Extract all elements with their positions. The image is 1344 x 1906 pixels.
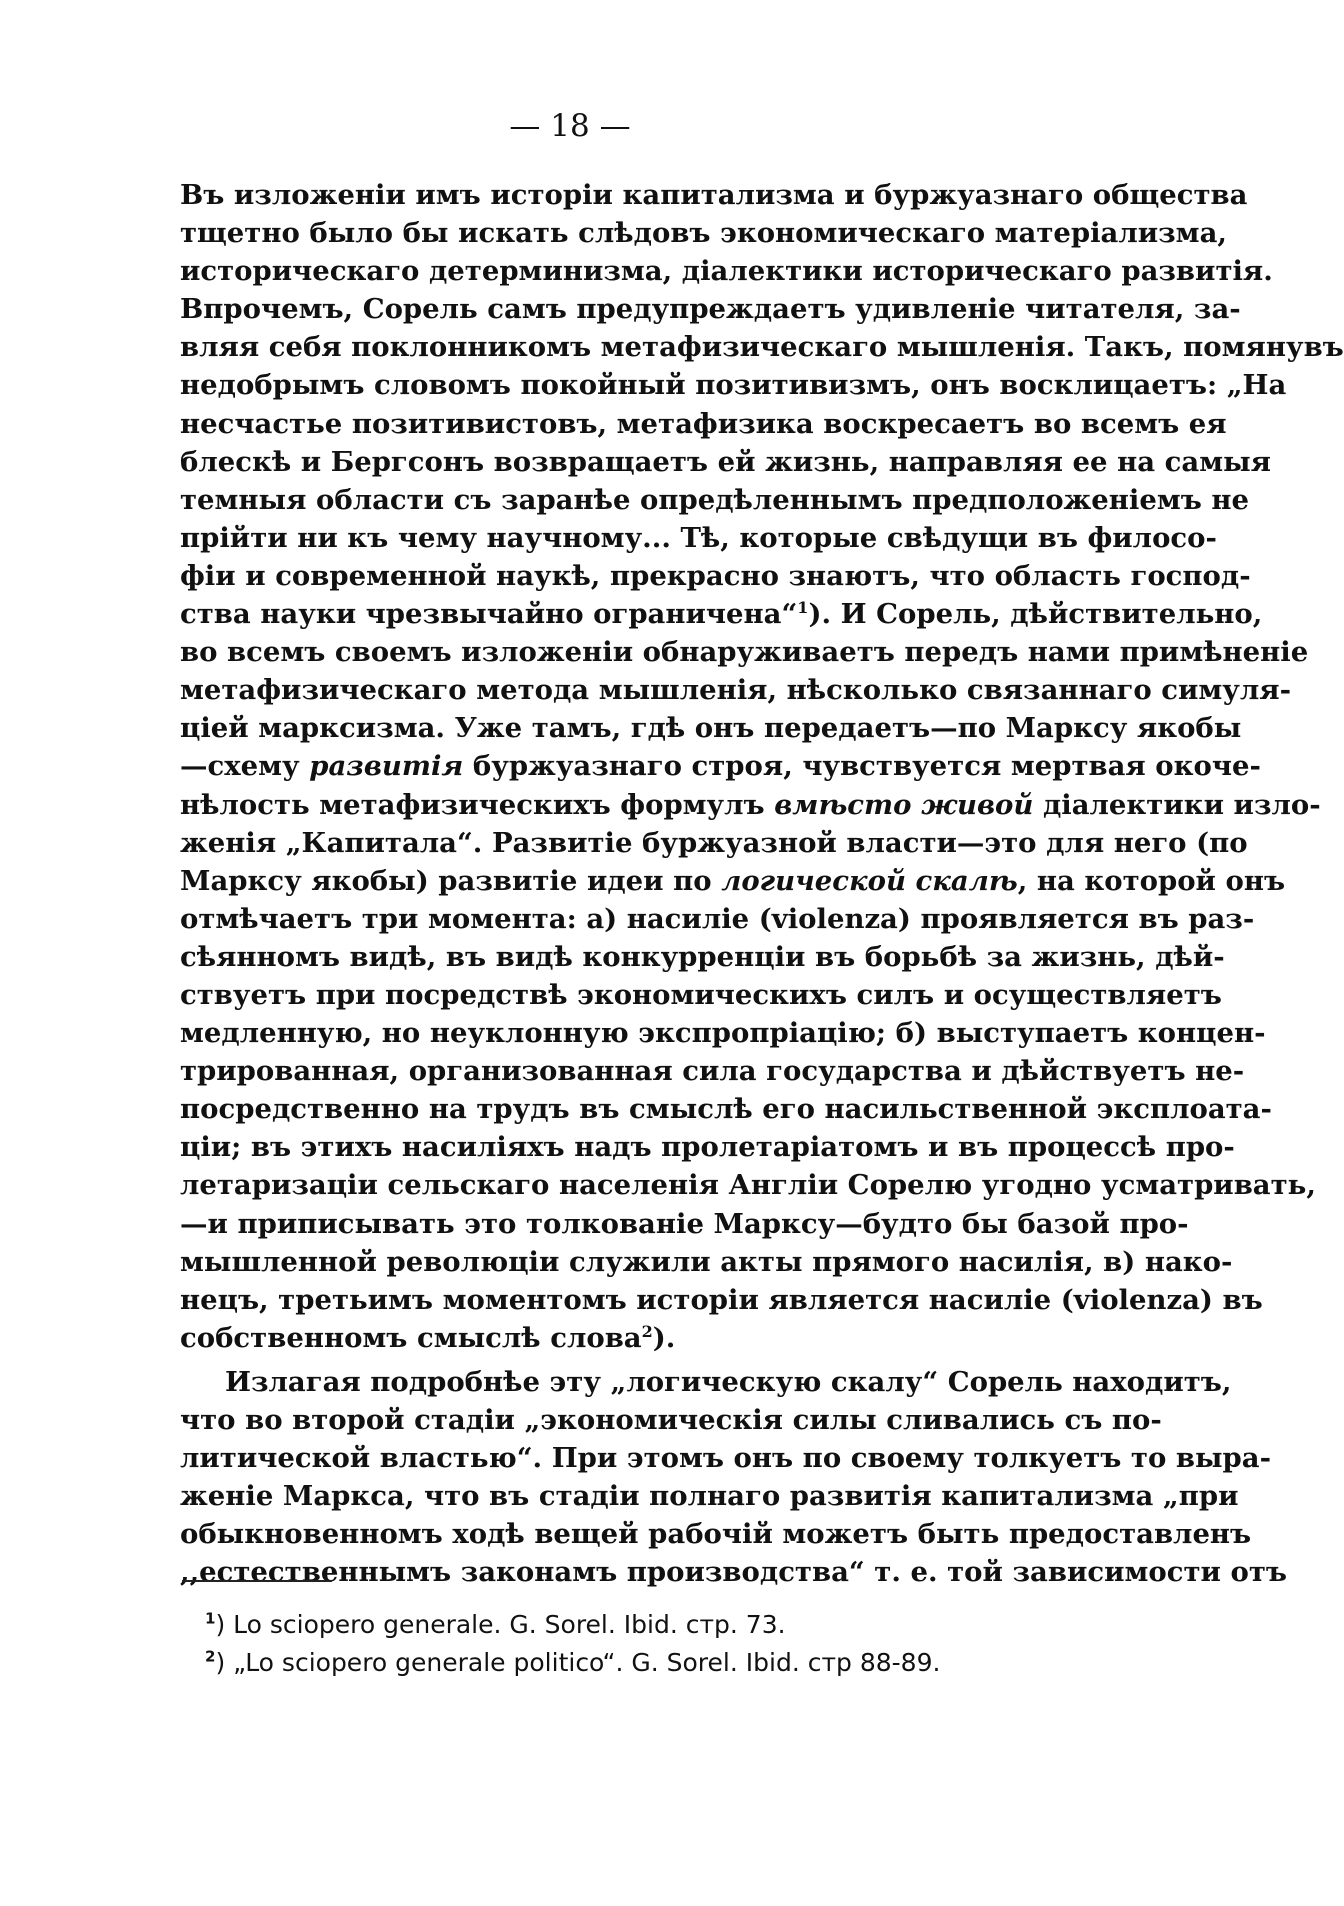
text-line: собственномъ смыслѣ слова$^2$). bbox=[180, 1321, 676, 1354]
text-line: литической властью“. При этомъ онъ по своему толкуетъ то выра- bbox=[180, 1442, 1272, 1475]
text-line: во всемъ своемъ изложеніи обнаруживаетъ передъ нами примѣненіе bbox=[180, 636, 1309, 669]
text-line: темныя области съ заранѣе опредѣленнымъ предположеніемъ не bbox=[180, 483, 1250, 516]
text-line: несчастье позитивистовъ, метафизика воскресаетъ во всемъ ея bbox=[180, 407, 1227, 440]
text-line: Въ изложеніи имъ исторіи капитализма и буржуазнаго общества bbox=[180, 179, 1248, 211]
footnotes bbox=[205, 1606, 1025, 1682]
footnote-1: $^1$) Lo sciopero generale. G. Sorel. Ibid. стр. 73. bbox=[205, 1609, 786, 1639]
text-line: Впрочемъ, Сорель самъ предупреждаетъ удивленіе читателя, за- bbox=[180, 293, 1241, 326]
italic-text: развитія bbox=[309, 750, 464, 783]
text-line: метафизическаго метода мышленія, нѣсколько связаннаго симуля- bbox=[180, 674, 1291, 707]
text-line: сѣянномъ видѣ, въ видѣ конкурренціи въ борьбѣ за жизнь, дѣй- bbox=[180, 940, 1225, 973]
italic-text: вмѣсто живой bbox=[774, 788, 1034, 821]
text-line: нѣлость метафизическихъ формулъ вмѣсто живой діалектики изло- bbox=[180, 788, 1321, 821]
text-line: отмѣчаетъ три момента: а) насиліе (violenza) проявляется въ раз- bbox=[180, 902, 1255, 935]
text-line: тщетно было бы искать слѣдовъ экономическаго матеріализма, bbox=[180, 217, 1227, 250]
text-line: медленную, но неуклонную экспропріацію; б) выступаетъ концен- bbox=[180, 1017, 1266, 1050]
text-line: Излагая подробнѣе эту „логическую скалу“ Сорель находитъ, bbox=[225, 1365, 1232, 1398]
text-line: ствуетъ при посредствѣ экономическихъ силъ и осуществляетъ bbox=[180, 978, 1222, 1011]
text-line: Марксу якобы) развитіе идеи по логической скалѣ, на которой онъ bbox=[180, 864, 1286, 897]
body-text bbox=[180, 176, 1344, 1591]
text-line: ства науки чрезвычайно ограничена“$^1$). И Сорель, дѣйствительно, bbox=[180, 597, 1263, 631]
text-line: обыкновенномъ ходѣ вещей рабочій можетъ быть предоставленъ bbox=[180, 1518, 1252, 1551]
footnote-2: $^2$) „Lo sciopero generale politico“. G. Sorel. Ibid. стр 88-89. bbox=[205, 1647, 941, 1677]
text-line: женія „Капитала“. Развитіе буржуазной власти—это для него (по bbox=[180, 826, 1248, 859]
text-line: женіе Маркса, что въ стадіи полнаго развитія капитализма „при bbox=[180, 1480, 1239, 1513]
footnote-divider bbox=[182, 1580, 332, 1582]
page-number: — 18 — bbox=[509, 108, 631, 144]
footnote-ref-2: 2 bbox=[641, 1321, 653, 1341]
text-line: блескѣ и Бергсонъ возвращаетъ ей жизнь, направляя ее на самыя bbox=[180, 445, 1271, 478]
text-line: нецъ, третьимъ моментомъ исторіи является насиліе (violenza) въ bbox=[180, 1283, 1263, 1316]
text-line: вляя себя поклонникомъ метафизическаго мышленія. Такъ, помянувъ bbox=[180, 331, 1344, 364]
text-line: летаризаціи сельскаго населенія Англіи Сорелю угодно усматривать, bbox=[180, 1169, 1316, 1202]
text-line: ,,естественнымъ законамъ производства“ т. е. той зависимости отъ bbox=[180, 1556, 1287, 1589]
text-line: —схему развитія буржуазнаго строя, чувствуется мертвая окоче- bbox=[180, 750, 1261, 783]
text-line: ціи; въ этихъ насиліяхъ надъ пролетаріатомъ и въ процессѣ про- bbox=[180, 1131, 1235, 1164]
text-line: —и приписывать это толкованіе Марксу—будто бы базой про- bbox=[180, 1207, 1189, 1240]
italic-text: логической скалѣ bbox=[721, 864, 1018, 897]
text-line: мышленной революціи служили акты прямого насилія, в) нако- bbox=[180, 1245, 1233, 1278]
paragraph-2 bbox=[180, 1363, 1287, 1592]
paragraph-1 bbox=[180, 176, 1344, 1357]
text-line: трированная, организованная сила государства и дѣйствуетъ не- bbox=[180, 1055, 1245, 1088]
text-line: что во второй стадіи „экономическія силы сливались съ по- bbox=[180, 1404, 1162, 1436]
text-line: фіи и современной наукѣ, прекрасно знаютъ, что область господ- bbox=[180, 559, 1251, 592]
footnote-ref-1: 1 bbox=[797, 597, 809, 617]
text-line: прійти ни къ чему научному... Тѣ, которые свѣдущи въ филосо- bbox=[180, 521, 1217, 554]
text-line: ціей марксизма. Уже тамъ, гдѣ онъ передаетъ—по Марксу якобы bbox=[180, 712, 1242, 745]
text-line: недобрымъ словомъ покойный позитивизмъ, онъ восклицаетъ: „На bbox=[180, 369, 1287, 402]
text-line: историческаго детерминизма, діалектики историческаго развитія. bbox=[180, 255, 1273, 288]
text-line: посредственно на трудъ въ смыслѣ его насильственной эксплоата- bbox=[180, 1093, 1272, 1126]
